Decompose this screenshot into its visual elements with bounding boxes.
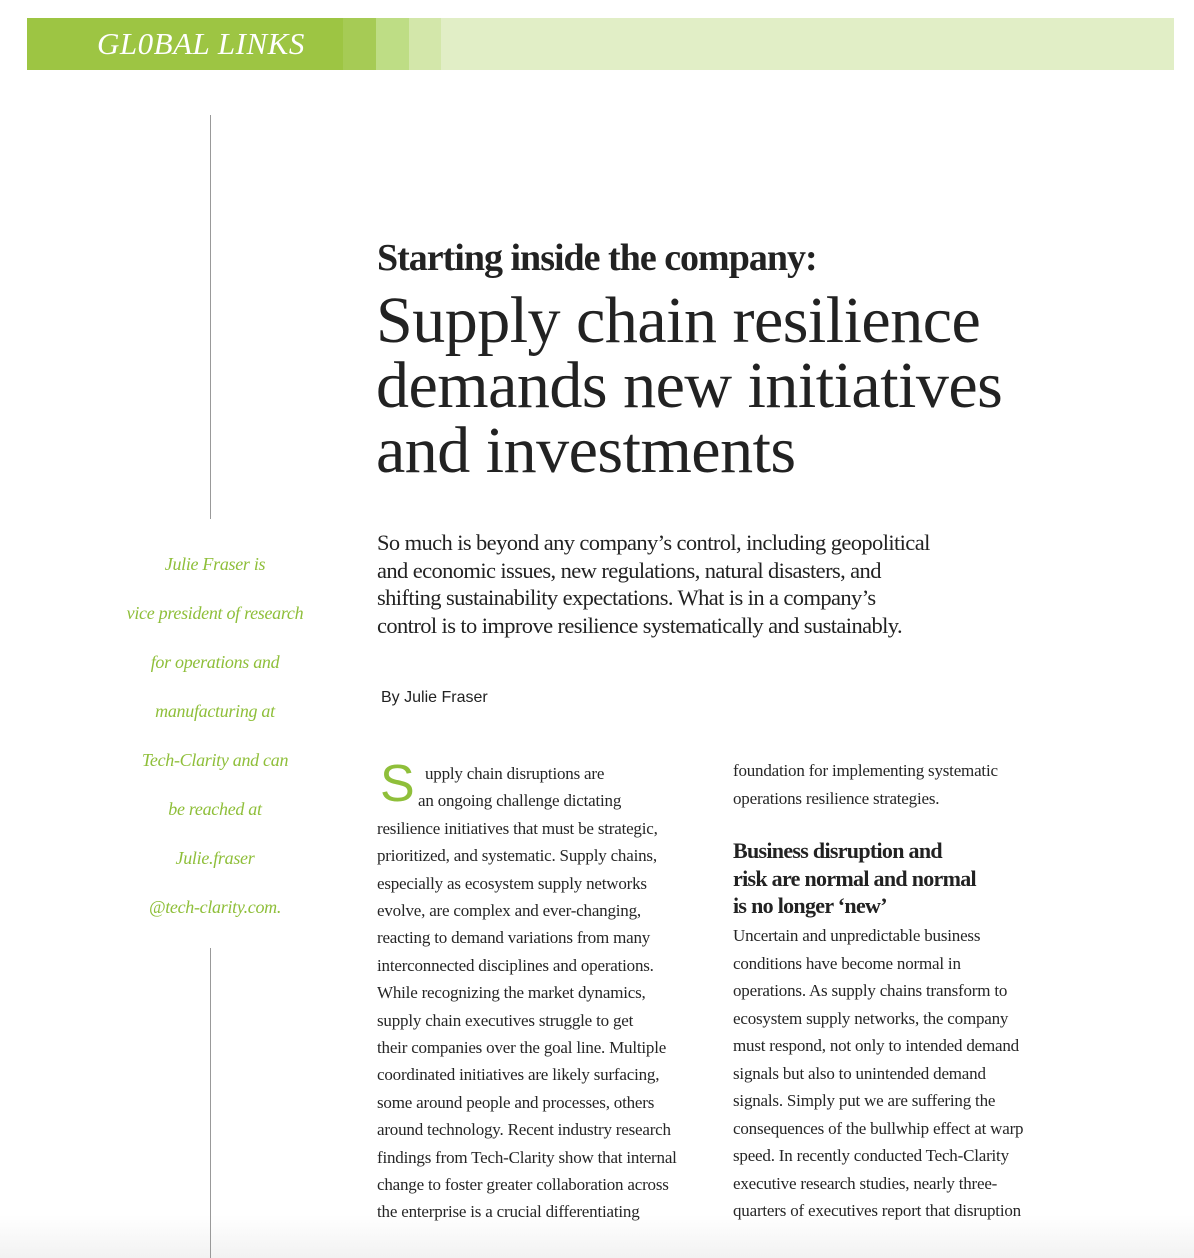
body-line: quarters of executives report that disruption — [733, 1201, 1021, 1220]
body-line: some around people and processes, others — [377, 1092, 655, 1112]
body-line: signals but also to unintended demand — [733, 1063, 986, 1083]
body-line: especially as ecosystem supply networks — [377, 873, 647, 893]
body-line: findings from Tech-Clarity show that internal — [377, 1147, 677, 1167]
section-title: GL0BAL LINKS — [97, 26, 305, 61]
article-kicker: Starting inside the company: — [377, 237, 817, 279]
bio-line: Julie Fraser is — [164, 554, 266, 574]
body-line: While recognizing the market dynamics, — [377, 983, 646, 1003]
body-line: the enterprise is a crucial differentiating — [377, 1202, 640, 1222]
body-line: resilience initiatives that must be strategic, — [377, 818, 658, 838]
title-line: demands new initiatives — [376, 349, 1003, 422]
bio-line: for operations and — [150, 652, 280, 672]
subheading-line: is no longer ‘new’ — [733, 893, 887, 918]
title-line: Supply chain resilience — [376, 284, 981, 357]
body-line: prioritized, and systematic. Supply chains, — [377, 846, 657, 866]
body-line: speed. In recently conducted Tech-Clarity — [733, 1146, 1009, 1165]
title-line: and investments — [376, 414, 796, 487]
body-line: evolve, are complex and ever-changing, — [377, 901, 641, 920]
bio-line: be reached at — [168, 799, 262, 819]
body-line: their companies over the goal line. Multiple — [377, 1038, 667, 1057]
body-line: reacting to demand variations from many — [377, 928, 651, 948]
divider-line — [210, 948, 211, 1258]
body-line: signals. Simply put we are suffering the — [733, 1091, 996, 1110]
subheading-line: Business disruption and — [733, 838, 942, 863]
body-line: upply chain disruptions are — [425, 764, 605, 783]
body-line: consequences of the bullwhip effect at warp — [733, 1118, 1024, 1138]
deck-line: So much is beyond any company’s control, including geopolitical — [377, 530, 930, 555]
byline: By Julie Fraser — [381, 689, 488, 706]
body-line: around technology. Recent industry research — [377, 1120, 671, 1140]
divider-line — [210, 115, 211, 519]
body-line: operations. As supply chains transform to — [733, 981, 1008, 1000]
body-line: coordinated initiatives are likely surfacing, — [377, 1065, 660, 1085]
subheading-line: risk are normal and normal — [733, 865, 976, 891]
body-line: interconnected disciplines and operations. — [377, 955, 654, 975]
deck-line: control is to improve resilience systematically and sustainably. — [377, 612, 903, 638]
bio-line: Tech-Clarity and can — [141, 750, 289, 770]
deck-line: shifting sustainability expectations. What is in a company’s — [377, 585, 876, 610]
body-line: ecosystem supply networks, the company — [733, 1008, 1009, 1028]
body-line: foundation for implementing systematic — [733, 761, 998, 780]
body-line: change to foster greater collaboration across — [377, 1175, 669, 1194]
drop-cap: S — [380, 755, 415, 813]
bio-line: @tech-clarity.com. — [148, 897, 282, 917]
bio-line: Julie.fraser — [175, 848, 255, 868]
section-banner — [27, 18, 1174, 70]
body-line: an ongoing challenge dictating — [418, 791, 622, 811]
body-line: supply chain executives struggle to get — [377, 1010, 634, 1030]
body-line: Uncertain and unpredictable business — [733, 926, 981, 945]
bio-line: manufacturing at — [155, 701, 275, 721]
deck-line: and economic issues, new regulations, natural disasters, and — [377, 557, 881, 583]
body-line: must respond, not only to intended demand — [733, 1036, 1019, 1055]
bio-line: vice president of research — [126, 603, 304, 623]
body-line: executive research studies, nearly three- — [733, 1173, 998, 1193]
body-line: conditions have become normal in — [733, 953, 961, 973]
body-line: operations resilience strategies. — [733, 789, 940, 808]
